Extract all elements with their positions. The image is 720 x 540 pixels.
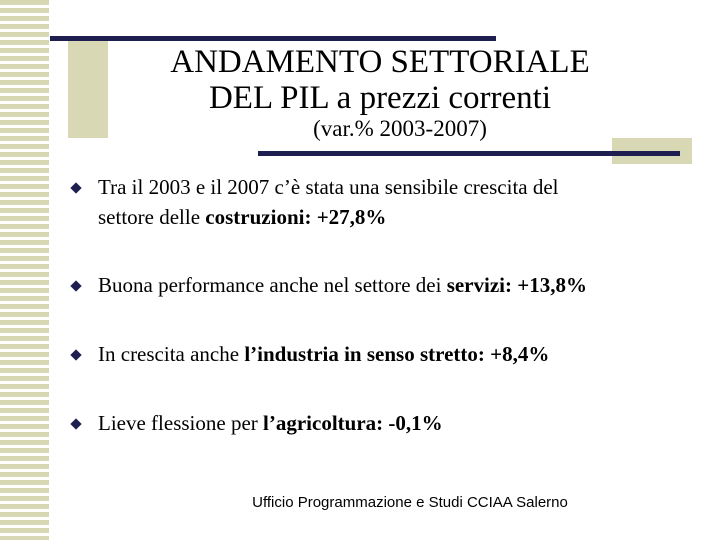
bullet-item-agricoltura — [72, 408, 692, 438]
bullet-text-plain: Lieve flessione per — [98, 411, 264, 435]
title-top-rule — [50, 36, 496, 41]
bullet-text — [98, 339, 692, 369]
diamond-bullet-icon — [70, 418, 81, 429]
bullet-text-bold: l’industria in senso stretto: +8,4% — [244, 342, 550, 366]
diamond-bullet-icon — [70, 182, 81, 193]
slide-subtitle: (var.% 2003-2007) — [313, 116, 487, 141]
subtitle-bottom-rule — [258, 151, 680, 156]
left-stripe-decoration — [0, 0, 52, 540]
bullet-text-bold: servizi: +13,8% — [446, 273, 587, 297]
bullet-text-plain: Buona performance anche nel settore dei — [98, 273, 447, 297]
bullet-item-costruzioni — [72, 172, 692, 232]
bullet-text-plain: settore delle — [98, 205, 206, 229]
slide-footer: Ufficio Programmazione e Studi CCIAA Salerno — [252, 494, 568, 511]
diamond-bullet-icon — [70, 349, 81, 360]
bullet-text-plain: In crescita anche — [98, 342, 245, 366]
title-accent-block — [68, 38, 108, 138]
diamond-bullet-icon — [70, 280, 81, 291]
title-line-2: DEL PIL a prezzi correnti — [208, 80, 552, 116]
bullet-text — [98, 172, 692, 232]
bullet-item-industria — [72, 339, 692, 369]
bullet-text — [98, 270, 692, 300]
bullet-text-bold: l’agricoltura: -0,1% — [263, 411, 443, 435]
bullet-item-servizi — [72, 270, 692, 300]
slide-title — [150, 44, 610, 116]
bullet-text — [98, 408, 692, 438]
bullet-text-bold: costruzioni: +27,8% — [205, 205, 387, 229]
title-line-1: ANDAMENTO SETTORIALE — [170, 44, 590, 80]
bullet-text-line-1: Tra il 2003 e il 2007 c’è stata una sensibile crescita del — [98, 175, 559, 199]
